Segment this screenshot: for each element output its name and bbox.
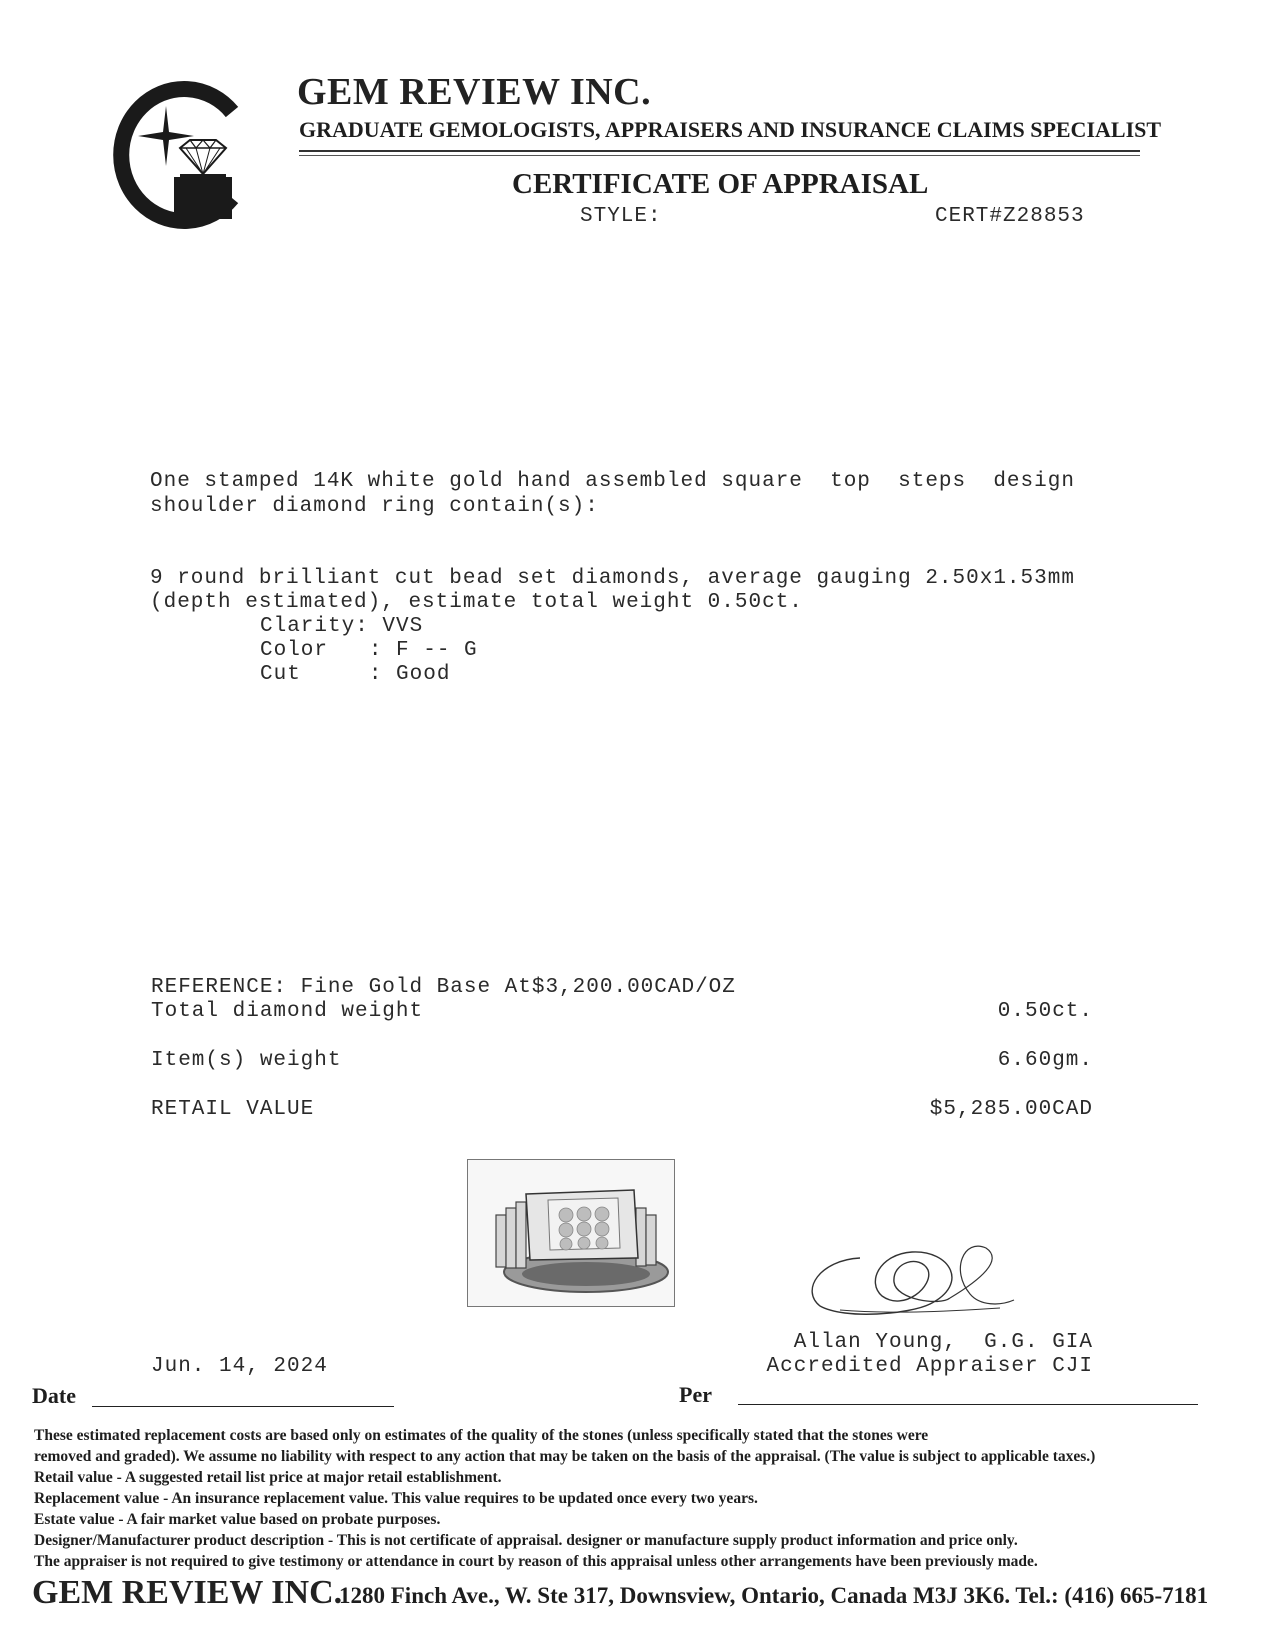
description-line-1: One stamped 14K white gold hand assembled square top steps design	[150, 470, 1075, 493]
ring-photo	[467, 1159, 675, 1307]
appraiser-name: Allan Young, G.G. GIA	[793, 1331, 1093, 1354]
disclaimer-line: removed and graded). We assume no liability with respect to any action that may be taken on the basis of the appraisal. (The value is subject to applicable taxes.)	[34, 1448, 1096, 1465]
item-weight-value: 6.60gm.	[997, 1049, 1093, 1072]
disclaimer-line: Designer/Manufacturer product description - This is not certificate of appraisal. designer or manufacture supply product information and price only.	[34, 1532, 1018, 1549]
clarity-grade: Clarity: VVS	[260, 615, 424, 638]
reference-line: REFERENCE: Fine Gold Base At$3,200.00CAD/OZ	[151, 976, 736, 999]
footer-company-name: GEM REVIEW INC.	[32, 1574, 343, 1611]
date-signature-line	[92, 1406, 394, 1407]
appraisal-date: Jun. 14, 2024	[151, 1355, 328, 1378]
disclaimer-line: Replacement value - An insurance replacement value. This value requires to be updated once every two years.	[34, 1490, 758, 1507]
per-label: Per	[679, 1382, 712, 1407]
certificate-title: CERTIFICATE OF APPRAISAL	[512, 168, 929, 200]
appraiser-signature	[800, 1240, 1030, 1330]
gem-review-logo	[104, 80, 244, 230]
company-tagline: GRADUATE GEMOLOGISTS, APPRAISERS AND INSURANCE CLAIMS SPECIALIST	[299, 117, 1162, 142]
description-line-2: shoulder diamond ring contain(s):	[150, 495, 599, 518]
per-signature-line	[738, 1404, 1198, 1405]
style-label: STYLE:	[580, 205, 662, 228]
disclaimer-line: Retail value - A suggested retail list price at major retail establishment.	[34, 1469, 502, 1486]
diamonds-line-2: (depth estimated), estimate total weight 0.50ct.	[150, 591, 803, 614]
company-name: GEM REVIEW INC.	[297, 71, 652, 113]
header-rule-thin	[299, 155, 1140, 156]
item-weight-label: Item(s) weight	[151, 1049, 342, 1072]
date-label: Date	[32, 1383, 76, 1408]
disclaimer-line: The appraiser is not required to give testimony or attendance in court by reason of this appraisal unless other arrangements have been previously made.	[34, 1553, 1038, 1570]
total-diamond-weight-label: Total diamond weight	[151, 1000, 424, 1023]
disclaimer-line: Estate value - A fair market value based on probate purposes.	[34, 1511, 441, 1528]
retail-value-label: RETAIL VALUE	[151, 1098, 315, 1121]
disclaimer-line: These estimated replacement costs are based only on estimates of the quality of the stones (unless specifically stated that the stones were	[34, 1427, 929, 1444]
diamonds-line-1: 9 round brilliant cut bead set diamonds, average gauging 2.50x1.53mm	[150, 567, 1075, 590]
cut-grade: Cut : Good	[260, 663, 451, 686]
header-rule	[299, 150, 1140, 152]
footer-address: 1280 Finch Ave., W. Ste 317, Downsview, Ontario, Canada M3J 3K6. Tel.: (416) 665-7181	[339, 1583, 1209, 1608]
appraiser-accreditation: Accredited Appraiser CJI	[766, 1355, 1093, 1378]
retail-value-amount: $5,285.00CAD	[929, 1098, 1093, 1121]
cert-number: CERT#Z28853	[935, 205, 1085, 228]
color-grade: Color : F -- G	[260, 639, 478, 662]
total-diamond-weight-value: 0.50ct.	[997, 1000, 1093, 1023]
